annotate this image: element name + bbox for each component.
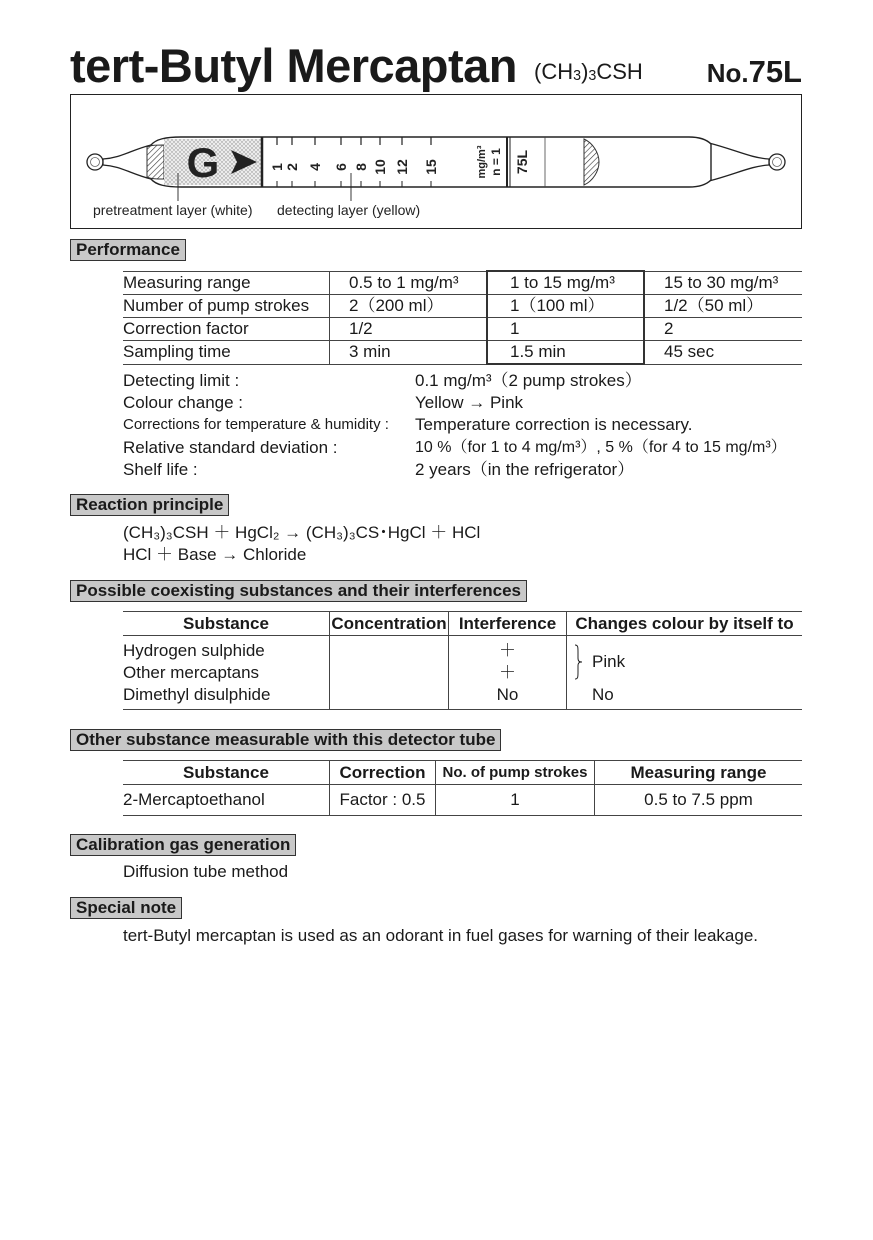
substance-name: Hydrogen sulphide	[123, 641, 265, 660]
perf-cell: 45 sec	[644, 341, 802, 365]
table-header-row	[123, 761, 802, 785]
scale-label: 10	[372, 159, 388, 175]
substance-name: Other mercaptans	[123, 663, 260, 682]
title-row	[70, 38, 802, 94]
perf-label: Number of pump strokes	[123, 295, 330, 318]
g-logo: G	[186, 139, 220, 186]
table-cell: 0.5 to 7.5 ppm	[595, 785, 803, 816]
reaction-line: HCl ＋ Base → Chloride	[123, 545, 307, 564]
property-label: Shelf life :	[123, 460, 198, 479]
column-header: Interference	[449, 612, 567, 636]
tube-number: No.75L	[706, 54, 802, 89]
special-note-text: tert-Butyl mercaptan is used as an odorant in fuel gases for warning of their leakage.	[123, 926, 759, 945]
scale-label: 6	[333, 163, 349, 171]
section-reaction: Reaction principle	[70, 494, 229, 516]
colour-value: Pink	[592, 652, 626, 671]
table-row	[123, 295, 802, 318]
table-row	[123, 341, 802, 365]
perf-cell: 3 min	[330, 341, 488, 365]
scale-label: 4	[307, 163, 323, 171]
scale-label: 2	[284, 163, 300, 171]
property-label: Corrections for temperature & humidity :	[123, 416, 389, 433]
section-calibration: Calibration gas generation	[70, 834, 296, 856]
table-row	[123, 785, 802, 816]
calibration-text: Diffusion tube method	[123, 862, 289, 881]
reaction-line: (CH₃)₃CSH ＋ HgCl₂ → (CH₃)₃CS･HgCl ＋ HCl	[123, 523, 481, 542]
detector-tube-illustration	[71, 95, 801, 228]
scale-label: 8	[353, 163, 369, 171]
perf-cell-standard: 1.5 min	[487, 341, 644, 365]
tube-strokes: n = 1	[489, 148, 503, 176]
section-coexisting: Possible coexisting substances and their interferences	[70, 580, 527, 602]
perf-cell: 2	[644, 318, 802, 341]
table-row	[123, 636, 802, 710]
interference-value: No	[496, 685, 519, 704]
table-cell: Factor : 0.5	[330, 785, 436, 816]
property-label: Colour change :	[123, 393, 244, 412]
perf-cell: 2（200 ml）	[330, 295, 488, 318]
column-header: No. of pump strokes	[436, 761, 595, 785]
perf-cell: 1/2	[330, 318, 488, 341]
table-cell: 1	[436, 785, 595, 816]
property-value: Yellow → Pink	[415, 393, 524, 412]
scale-label: 15	[423, 159, 439, 175]
scale-label: 1	[269, 163, 285, 171]
column-header: Correction	[330, 761, 436, 785]
tube-left-tip	[87, 154, 103, 170]
column-header: Substance	[123, 761, 330, 785]
other-substance-table	[123, 760, 802, 816]
perf-cell: 1/2（50 ml）	[644, 295, 802, 318]
column-header: Measuring range	[595, 761, 803, 785]
perf-cell-standard: 1	[487, 318, 644, 341]
perf-label: Measuring range	[123, 271, 330, 295]
perf-cell-standard: 1（100 ml）	[487, 295, 644, 318]
section-special-note: Special note	[70, 897, 182, 919]
detecting-label: detecting layer (yellow)	[277, 202, 421, 218]
tube-unit: mg/m³	[476, 145, 488, 179]
perf-cell-standard: 1 to 15 mg/m³	[487, 271, 644, 295]
table-cell: 2-Mercaptoethanol	[123, 785, 330, 816]
brace-icon	[573, 644, 583, 680]
column-header: Concentration	[330, 612, 449, 636]
scale-label: 12	[394, 159, 410, 175]
table-row	[123, 318, 802, 341]
property-value: Temperature correction is necessary.	[415, 415, 693, 434]
section-other: Other substance measurable with this detector tube	[70, 729, 501, 751]
table-header-row	[123, 612, 802, 636]
column-header: Changes colour by itself to	[567, 612, 803, 636]
colour-value: No	[592, 685, 614, 704]
table-row	[123, 271, 802, 295]
column-header: Substance	[123, 612, 330, 636]
perf-cell: 0.5 to 1 mg/m³	[330, 271, 488, 295]
property-label: Detecting limit :	[123, 371, 240, 390]
coexisting-table	[123, 611, 802, 710]
property-label: Relative standard deviation :	[123, 438, 338, 457]
perf-cell: 15 to 30 mg/m³	[644, 271, 802, 295]
pretreatment-label: pretreatment layer (white)	[93, 202, 253, 218]
page-title: tert-Butyl Mercaptan	[70, 39, 518, 92]
interference-value: ＋	[499, 641, 516, 660]
tube-right-tip	[769, 154, 785, 170]
performance-table	[123, 270, 802, 365]
property-value: 10 %（for 1 to 4 mg/m³）, 5 %（for 4 to 15 mg/m³）	[415, 439, 787, 456]
concentration-cell	[330, 636, 449, 710]
tube-model: 75L	[514, 149, 530, 175]
tube-diagram	[70, 94, 802, 229]
section-performance: Performance	[70, 239, 186, 261]
property-value: 0.1 mg/m³（2 pump strokes）	[415, 371, 642, 390]
perf-label: Correction factor	[123, 318, 330, 341]
interference-value: ＋	[499, 663, 516, 682]
perf-label: Sampling time	[123, 341, 330, 365]
substance-name: Dimethyl disulphide	[123, 685, 271, 704]
property-value: 2 years（in the refrigerator）	[415, 460, 635, 479]
chemical-formula: $(CH_3)_3CSH$	[534, 59, 643, 84]
